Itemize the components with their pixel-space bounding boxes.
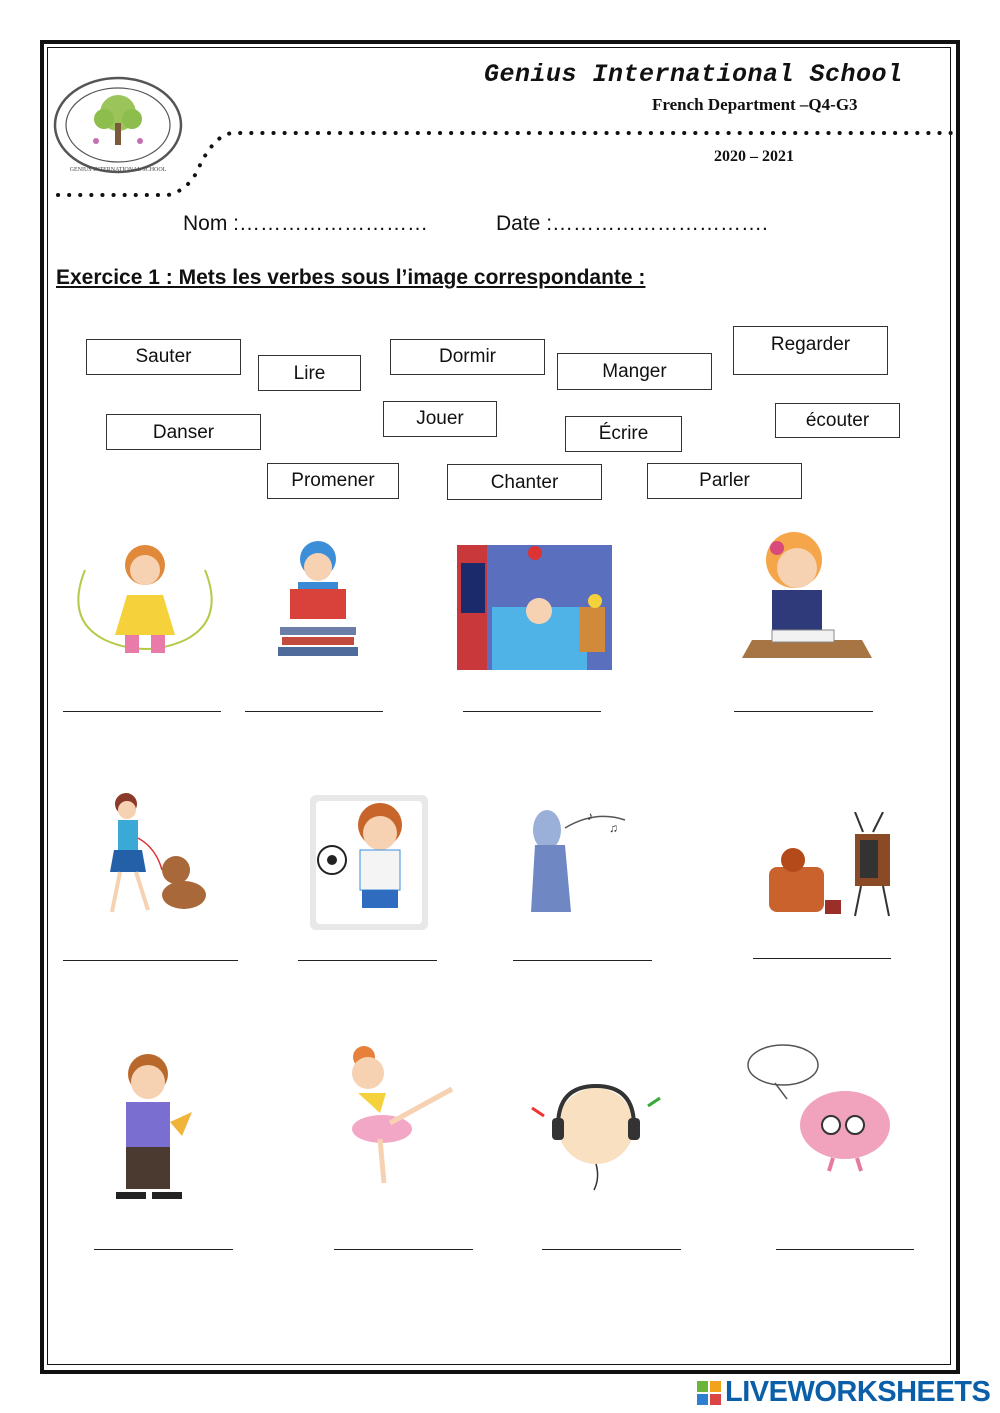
word-chip[interactable]: Parler xyxy=(647,463,802,499)
word-chip[interactable]: Promener xyxy=(267,463,399,499)
word-chip[interactable]: Manger xyxy=(557,353,712,390)
answer-line[interactable] xyxy=(776,1249,914,1250)
boy-sleeping-image xyxy=(457,545,612,670)
word-chip[interactable]: Dormir xyxy=(390,339,545,375)
school-logo xyxy=(52,75,184,175)
boy-playing-football-image xyxy=(310,795,428,930)
girl-jumping-rope-image xyxy=(65,540,225,658)
school-name: Genius International School xyxy=(484,60,903,89)
woman-walking-dog-image xyxy=(96,790,211,918)
girl-writing-image xyxy=(742,530,874,665)
answer-line[interactable] xyxy=(734,711,873,712)
word-chip[interactable]: Jouer xyxy=(383,401,497,437)
svg-text:♪: ♪ xyxy=(587,809,593,823)
answer-line[interactable] xyxy=(298,960,437,961)
name-field-label[interactable]: Nom :……………………… xyxy=(183,212,429,235)
girl-dancing-image xyxy=(340,1043,457,1190)
word-chip[interactable]: Danser xyxy=(106,414,261,450)
answer-line[interactable] xyxy=(542,1249,681,1250)
boy-eating-pizza-image xyxy=(102,1052,194,1200)
answer-line[interactable] xyxy=(753,958,891,959)
answer-line[interactable] xyxy=(63,711,221,712)
boy-reading-image xyxy=(276,537,361,659)
svg-text:♫: ♫ xyxy=(609,821,618,835)
liveworksheets-icon xyxy=(697,1381,721,1405)
man-singing-image xyxy=(525,800,637,918)
answer-line[interactable] xyxy=(513,960,652,961)
word-chip[interactable]: Sauter xyxy=(86,339,241,375)
boy-listening-music-image xyxy=(528,1078,664,1193)
word-chip[interactable]: Chanter xyxy=(447,464,602,500)
brain-talking-image xyxy=(745,1043,895,1173)
department: French Department –Q4-G3 xyxy=(652,95,858,114)
answer-line[interactable] xyxy=(334,1249,473,1250)
word-chip[interactable]: écouter xyxy=(775,403,900,438)
exercise-title: Exercice 1 : Mets les verbes sous l’image correspondante : xyxy=(56,266,646,289)
brand-text: LIVEWORKSHEETS xyxy=(725,1376,991,1408)
word-chip[interactable]: Écrire xyxy=(565,416,682,452)
boy-watching-tv-image xyxy=(765,812,895,920)
word-chip[interactable]: Lire xyxy=(258,355,361,391)
answer-line[interactable] xyxy=(245,711,383,712)
logo-text: GENIUS INTERNATIONAL SCHOOL xyxy=(69,167,167,173)
date-field-label[interactable]: Date :…………………………. xyxy=(496,212,768,235)
school-year: 2020 – 2021 xyxy=(714,148,794,165)
answer-line[interactable] xyxy=(94,1249,233,1250)
answer-line[interactable] xyxy=(463,711,601,712)
word-chip[interactable]: Regarder xyxy=(733,326,888,375)
answer-line[interactable] xyxy=(63,960,238,961)
